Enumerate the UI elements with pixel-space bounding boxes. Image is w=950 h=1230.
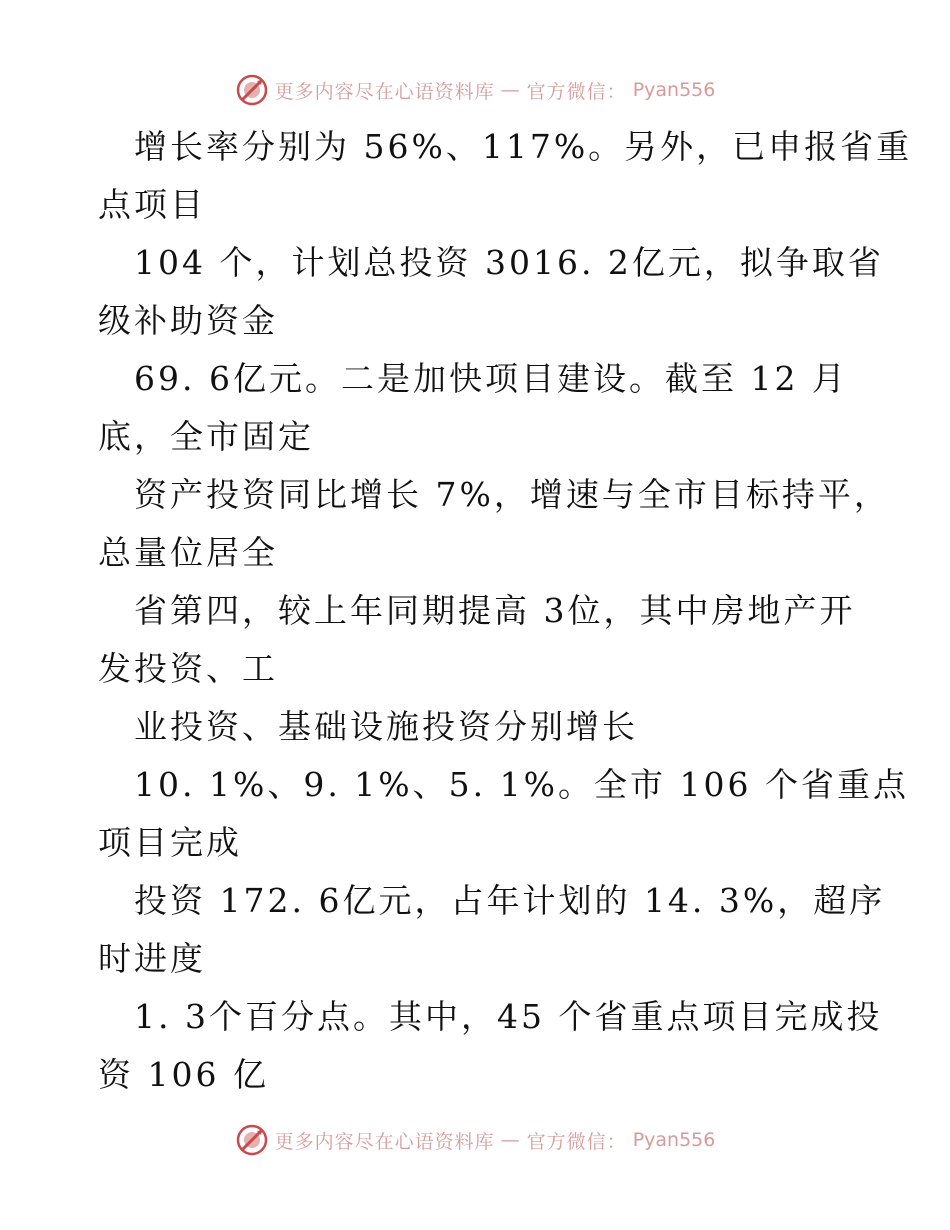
- watermark-header: [0, 70, 950, 110]
- watermark-group: [235, 73, 716, 107]
- text-line: 投资 172. 6亿元，占年计划的 14. 3%，超序: [134, 881, 886, 920]
- watermark-text: 更多内容尽在心语资料库: [274, 1130, 495, 1153]
- watermark-label: 官方微信：: [526, 80, 627, 103]
- text-line: 增长率分别为 56%、117%。另外，已申报省重: [134, 127, 913, 166]
- text-line: 总量位居全: [98, 533, 278, 572]
- watermark-account: Pyan556: [632, 79, 716, 101]
- text-line: 资产投资同比增长 7%，增速与全市目标持平，: [134, 475, 890, 514]
- text-line: 1. 3个百分点。其中，45 个省重点项目完成投: [134, 997, 883, 1036]
- text-line: 时进度: [98, 939, 206, 978]
- watermark-dash: —: [500, 79, 521, 101]
- seal-logo-icon: [235, 1123, 269, 1157]
- text-line: 省第四，较上年同期提高 3位，其中房地产开: [134, 591, 856, 630]
- watermark-dash: —: [500, 1129, 521, 1151]
- text-line: 资 106 亿: [98, 1055, 269, 1094]
- text-line: 业投资、基础设施投资分别增长: [134, 707, 638, 746]
- watermark-footer: [0, 1120, 950, 1160]
- watermark-group: [235, 1123, 716, 1157]
- text-line: 项目完成: [98, 823, 242, 862]
- text-line: 69. 6亿元。二是加快项目建设。截至 12 月: [134, 359, 848, 398]
- text-line: 10. 1%、9. 1%、5. 1%。全市 106 个省重点: [134, 765, 909, 804]
- seal-logo-icon: [235, 73, 269, 107]
- text-line: 104 个，计划总投资 3016. 2亿元，拟争取省: [134, 243, 884, 282]
- text-line: 点项目: [98, 185, 206, 224]
- document-body: [98, 118, 913, 1104]
- text-line: 发投资、工: [98, 649, 278, 688]
- text-line: 底，全市固定: [98, 417, 314, 456]
- watermark-text: 更多内容尽在心语资料库: [274, 80, 495, 103]
- text-line: 级补助资金: [98, 301, 278, 340]
- watermark-account: Pyan556: [632, 1129, 716, 1151]
- watermark-label: 官方微信：: [526, 1130, 627, 1153]
